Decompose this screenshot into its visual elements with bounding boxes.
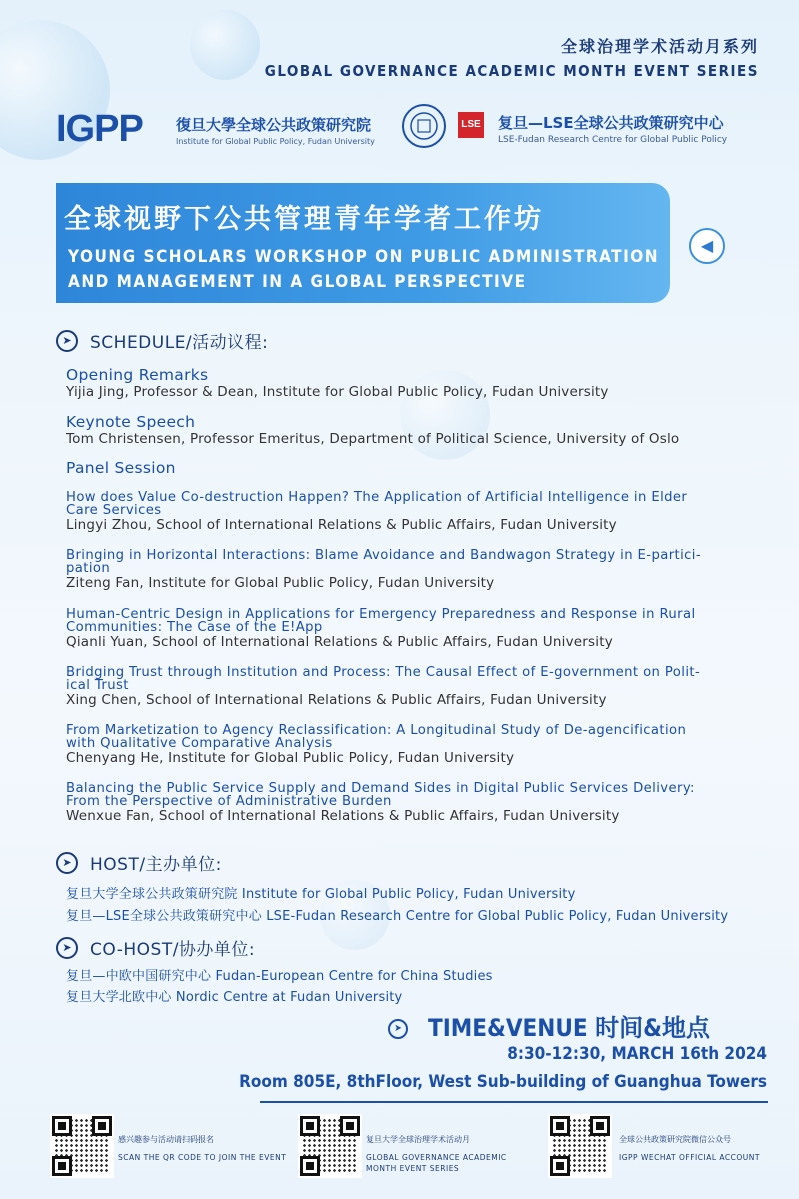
opening-remarks-title: Opening Remarks bbox=[66, 366, 209, 384]
host-line: 复旦大学全球公共政策研究院 Institute for Global Public Policy, Fudan University bbox=[66, 887, 576, 902]
schedule-heading: ➤ SCHEDULE/活动议程: bbox=[56, 328, 268, 353]
chevron-right-icon: ➤ bbox=[388, 1019, 408, 1039]
lse-logo: LSE bbox=[458, 112, 484, 138]
panel-session-title: Panel Session bbox=[66, 459, 176, 477]
logo-bar bbox=[56, 104, 756, 156]
event-time: 8:30-12:30, MARCH 16th 2024 bbox=[507, 1044, 767, 1064]
chevron-right-icon: ➤ bbox=[56, 937, 78, 959]
arrow-left-icon: ◀ bbox=[689, 228, 725, 264]
qr-code-registration[interactable] bbox=[50, 1114, 114, 1178]
series-title-en: GLOBAL GOVERNANCE ACADEMIC MONTH EVENT SERIES bbox=[264, 62, 759, 80]
host-line: 复旦—LSE全球公共政策研究中心 LSE-Fudan Research Centre for Global Public Policy, Fudan University bbox=[66, 909, 729, 924]
panel-talk: Balancing the Public Service Supply and Demand Sides in Digital Public Services Delivery: From the Perspective of Administrative Burden Wenxue Fan, School of International Relations & Public Affairs, Fudan University bbox=[66, 781, 695, 824]
lse-centre-name-cn: 复旦—LSE全球公共政策研究中心 bbox=[498, 114, 724, 132]
keynote-speaker: Tom Christensen, Professor Emeritus, Department of Political Science, University of Oslo bbox=[66, 431, 680, 447]
workshop-title-en: YOUNG SCHOLARS WORKSHOP ON PUBLIC ADMINISTRATION AND MANAGEMENT IN A GLOBAL PERSPECTIVE bbox=[68, 247, 660, 292]
panel-talk: Bringing in Horizontal Interactions: Blame Avoidance and Bandwagon Strategy in E-partici- pation Ziteng Fan, Institute for Global Public Policy, Fudan University bbox=[66, 548, 702, 591]
igpp-name-en: Institute for Global Public Policy, Fudan University bbox=[176, 137, 375, 146]
title-banner bbox=[56, 183, 670, 303]
qr-label-en: SCAN THE QR CODE TO JOIN THE EVENT bbox=[118, 1153, 287, 1162]
opening-remarks-speaker: Yijia Jing, Professor & Dean, Institute for Global Public Policy, Fudan University bbox=[66, 384, 609, 400]
panel-talk: From Marketization to Agency Reclassification: A Longitudinal Study of De-agencification with Qualitative Comparative Analysis Chenyang He, Institute for Global Public Policy, Fudan University bbox=[66, 723, 687, 766]
panel-talk: Human-Centric Design in Applications for Emergency Preparedness and Response in Rural Communities: The Case of the E!App Qianli Yuan, School of International Relations & Public Affairs, Fudan University bbox=[66, 607, 696, 650]
keynote-title: Keynote Speech bbox=[66, 413, 196, 431]
cohost-line: 复旦大学北欧中心 Nordic Centre at Fudan University bbox=[66, 990, 403, 1005]
qr-code-series[interactable] bbox=[298, 1114, 362, 1178]
panel-talk: Bridging Trust through Institution and Process: The Causal Effect of E-government on Polit- ical Trust Xing Chen, School of International Relations & Public Affairs, Fudan University bbox=[66, 665, 701, 708]
qr-label-en: GLOBAL GOVERNANCE ACADEMIC MONTH EVENT SERIES bbox=[366, 1153, 507, 1173]
series-title-cn: 全球治理学术活动月系列 bbox=[560, 37, 759, 56]
qr-label-en: IGPP WECHAT OFFICIAL ACCOUNT bbox=[619, 1153, 760, 1162]
host-heading: ➤ HOST/主办单位: bbox=[56, 850, 222, 875]
time-venue-heading: ➤ TIME&VENUE 时间&地点 bbox=[388, 1008, 710, 1043]
divider bbox=[260, 1101, 768, 1103]
chevron-right-icon: ➤ bbox=[56, 330, 78, 352]
qr-label-cn: 复旦大学全球治理学术活动月 bbox=[366, 1135, 470, 1144]
panel-talk: How does Value Co-destruction Happen? The Application of Artificial Intelligence in Elder Care Services Lingyi Zhou, School of International Relations & Public Affairs, Fudan University bbox=[66, 490, 688, 533]
igpp-logo: IGPP bbox=[56, 108, 143, 150]
fudan-seal-logo bbox=[402, 104, 446, 148]
event-venue: Room 805E, 8thFloor, West Sub-building of Guanghua Towers bbox=[239, 1072, 767, 1092]
background-bubble bbox=[190, 10, 260, 80]
cohost-line: 复旦—中欧中国研究中心 Fudan-European Centre for China Studies bbox=[66, 969, 493, 984]
cohost-heading: ➤ CO-HOST/协办单位: bbox=[56, 935, 255, 960]
igpp-name-cn: 復旦大學全球公共政策研究院 bbox=[176, 116, 372, 134]
qr-label-cn: 全球公共政策研究院微信公众号 bbox=[619, 1135, 731, 1144]
chevron-right-icon: ➤ bbox=[56, 852, 78, 874]
workshop-title-cn: 全球视野下公共管理青年学者工作坊 bbox=[64, 204, 544, 235]
lse-centre-name-en: LSE-Fudan Research Centre for Global Public Policy bbox=[498, 135, 728, 145]
qr-code-wechat[interactable] bbox=[548, 1114, 612, 1178]
qr-label-cn: 感兴趣参与活动请扫码报名 bbox=[118, 1135, 214, 1144]
